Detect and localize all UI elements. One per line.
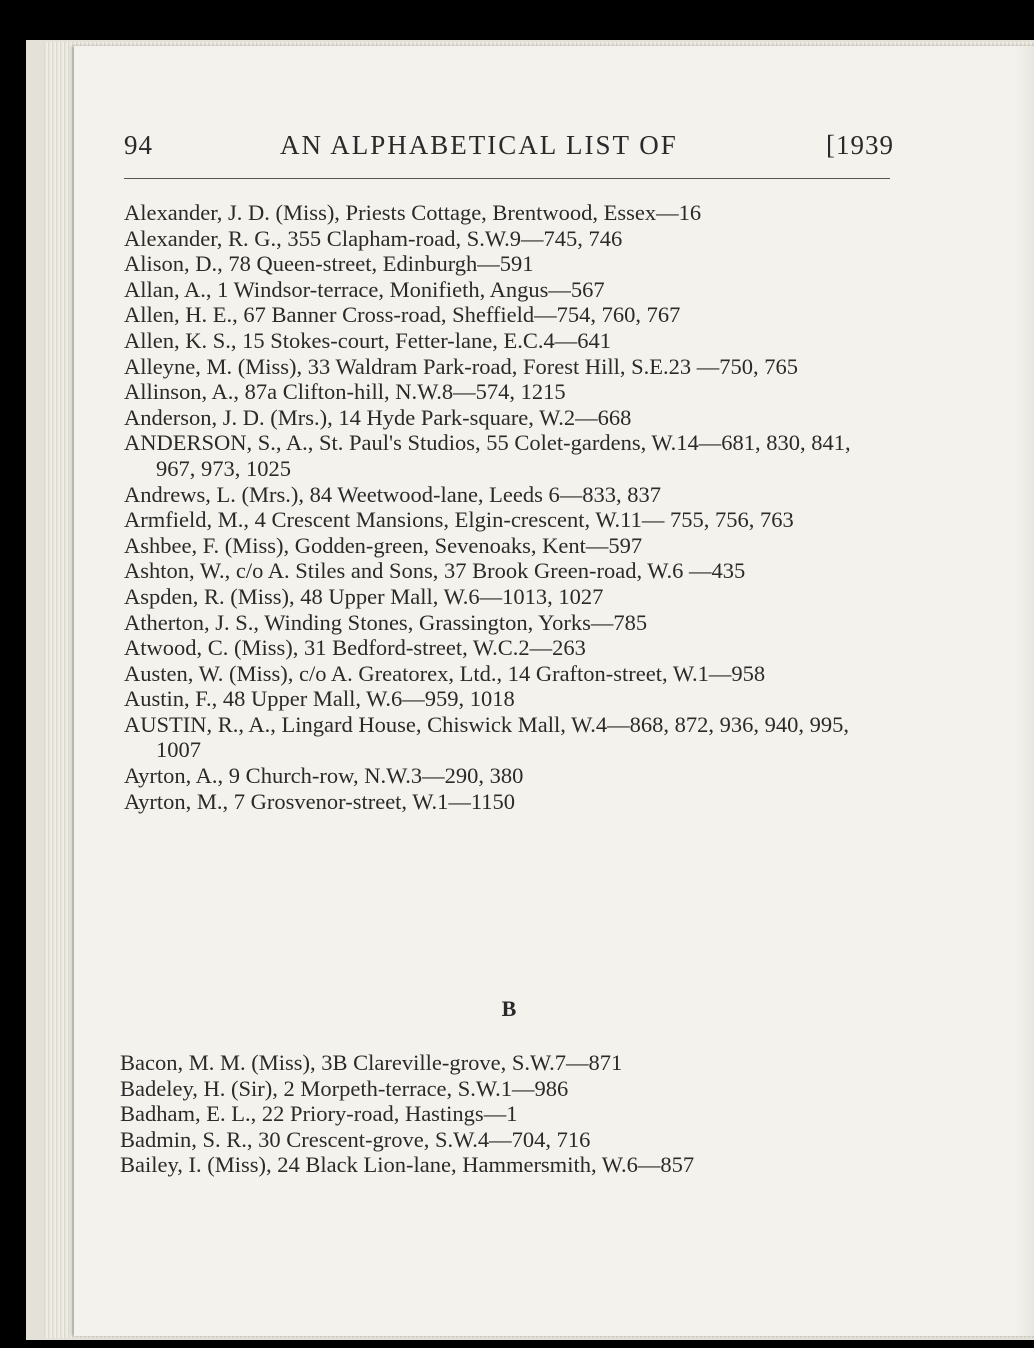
list-entry: Allen, K. S., 15 Stokes-court, Fetter-lane, E.C.4—641 bbox=[124, 327, 611, 353]
list-entry: Alexander, J. D. (Miss), Priests Cottage, Brentwood, Essex—16 bbox=[124, 200, 702, 225]
list-entry: Ashbee, F. (Miss), Godden-green, Sevenoaks, Kent—597 bbox=[124, 532, 643, 558]
running-title: AN ALPHABETICAL LIST OF bbox=[280, 130, 678, 160]
list-entry: Ashton, W., c/o A. Stiles and Sons, 37 Brook Green-road, W.6 —435 bbox=[124, 558, 746, 584]
section-b-heading-wrap bbox=[124, 996, 894, 1026]
list-entry: Badmin, S. R., 30 Crescent-grove, S.W.4—704, 716 bbox=[120, 1126, 591, 1152]
list-entry: Alleyne, M. (Miss), 33 Waldram Park-road, Forest Hill, S.E.23 —750, 765 bbox=[124, 353, 798, 379]
section-a-list bbox=[124, 200, 894, 814]
list-entry: Badeley, H. (Sir), 2 Morpeth-terrace, S.W.1—986 bbox=[120, 1075, 569, 1101]
page-number: 94 bbox=[124, 130, 153, 160]
list-entry: Badham, E. L., 22 Priory-road, Hastings—1 bbox=[120, 1101, 518, 1127]
list-entry: Allan, A., 1 Windsor-terrace, Monifieth, Angus—567 bbox=[124, 276, 605, 302]
list-entry: Ayrton, M., 7 Grosvenor-street, W.1—1150 bbox=[124, 788, 515, 814]
list-entry: Andrews, L. (Mrs.), 84 Weetwood-lane, Leeds 6—833, 837 bbox=[124, 481, 662, 507]
list-entry: Bailey, I. (Miss), 24 Black Lion-lane, Hammersmith, W.6—857 bbox=[120, 1152, 695, 1178]
list-entry: Atwood, C. (Miss), 31 Bedford-street, W.C.2—263 bbox=[124, 635, 586, 661]
list-entry: Austin, F., 48 Upper Mall, W.6—959, 1018 bbox=[124, 686, 515, 712]
section-b-list bbox=[120, 1050, 890, 1178]
list-entry: Anderson, J. D. (Mrs.), 14 Hyde Park-square, W.2—668 bbox=[124, 404, 632, 430]
list-entry: Alison, D., 78 Queen-street, Edinburgh—591 bbox=[124, 251, 534, 277]
list-entry: Alexander, R. G., 355 Clapham-road, S.W.9—745, 746 bbox=[124, 225, 623, 251]
list-entry: Bacon, M. M. (Miss), 3B Clareville-grove, S.W.7—871 bbox=[120, 1050, 623, 1075]
list-entry: Ayrton, A., 9 Church-row, N.W.3—290, 380 bbox=[124, 763, 524, 789]
list-entry: Allinson, A., 87a Clifton-hill, N.W.8—574, 1215 bbox=[124, 379, 566, 405]
running-header bbox=[124, 130, 894, 170]
list-entry: Austen, W. (Miss), c/o A. Greatorex, Ltd., 14 Grafton-street, W.1—958 bbox=[124, 660, 766, 686]
list-entry: Allen, H. E., 67 Banner Cross-road, Sheffield—754, 760, 767 bbox=[124, 302, 681, 328]
list-entry: AUSTIN, R., A., Lingard House, Chiswick Mall, W.4—868, 872, 936, 940, 995, 1007 bbox=[124, 711, 849, 763]
list-entry: Aspden, R. (Miss), 48 Upper Mall, W.6—1013, 1027 bbox=[124, 583, 604, 609]
header-rule bbox=[124, 178, 890, 179]
list-entry: ANDERSON, S., A., St. Paul's Studios, 55 Colet-gardens, W.14—681, 830, 841, 967, 973, 1025 bbox=[124, 430, 851, 481]
header-year: [1939 bbox=[826, 130, 894, 160]
section-letter-b: B bbox=[501, 996, 517, 1021]
list-entry: Atherton, J. S., Winding Stones, Grassington, Yorks—785 bbox=[124, 609, 648, 635]
list-entry: Armfield, M., 4 Crescent Mansions, Elgin-crescent, W.11— 755, 756, 763 bbox=[124, 507, 794, 533]
